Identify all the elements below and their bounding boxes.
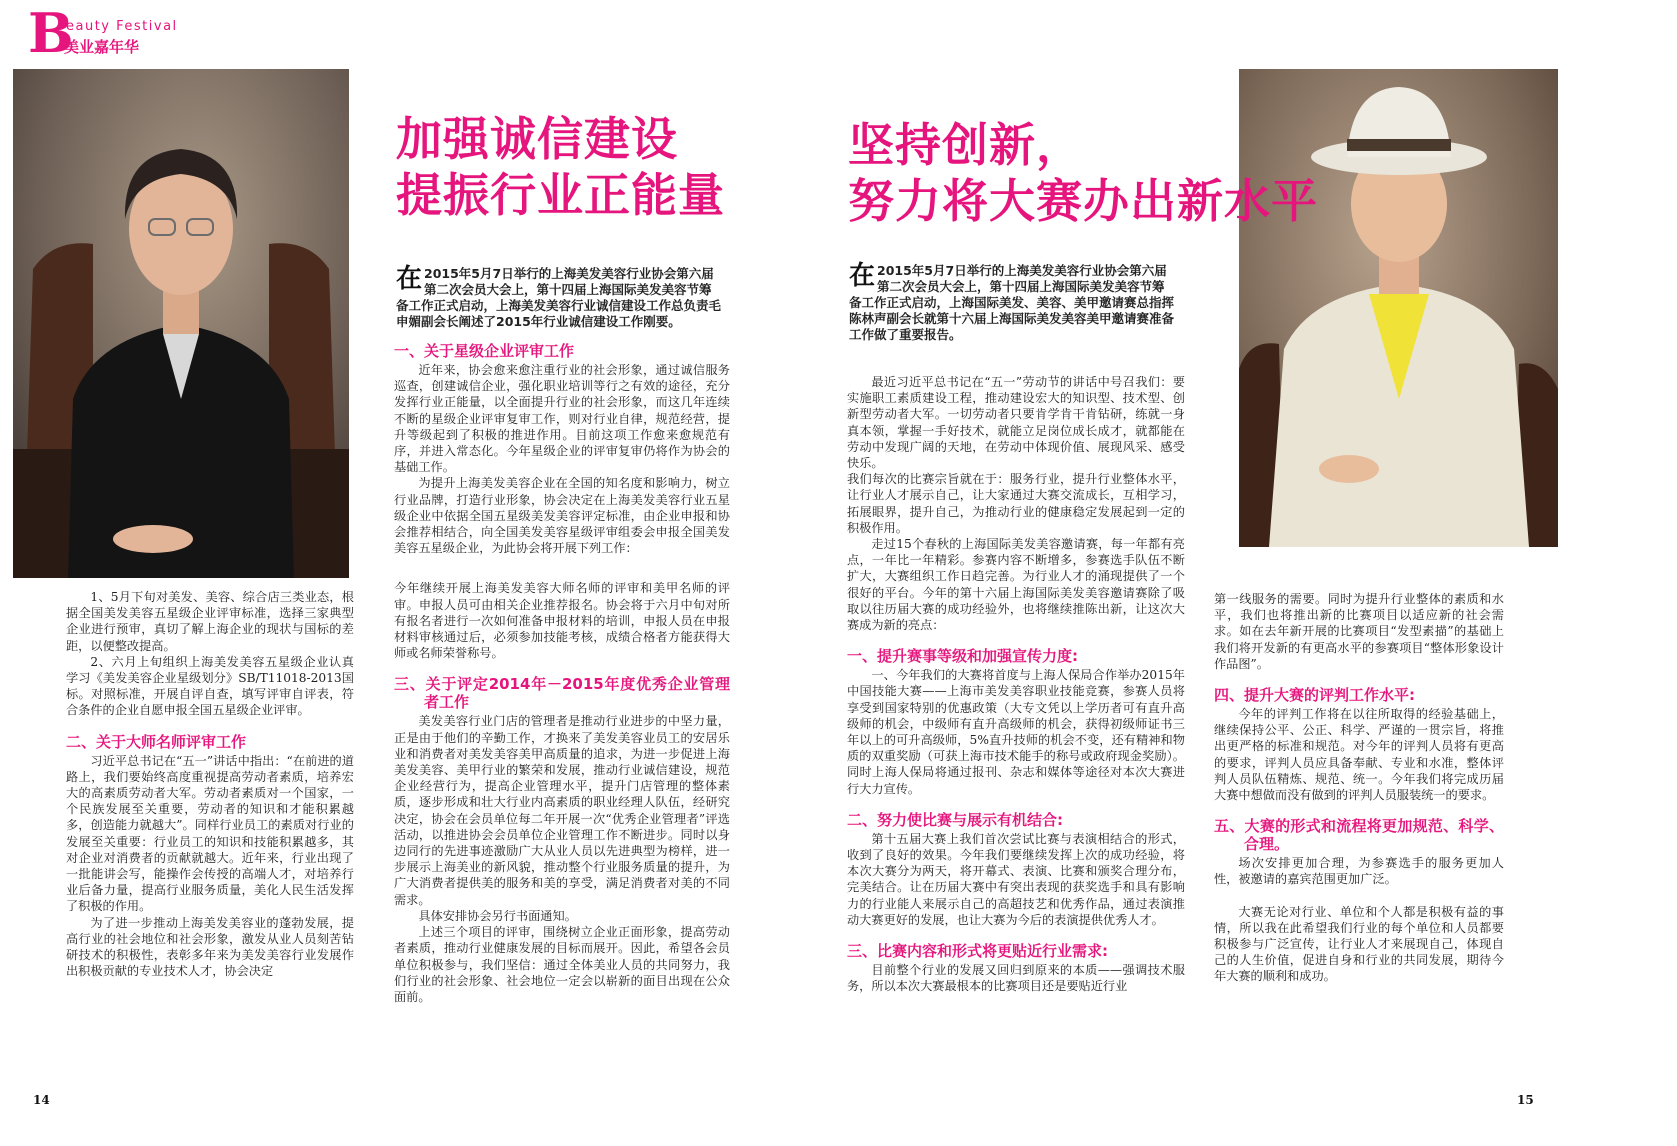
section-heading: 二、努力使比赛与展示有机结合: [847,810,1064,829]
left-page-column-1 [66,589,354,1009]
left-intro-dropcap: 在 [396,264,423,294]
masthead-chinese: 美业嘉年华 [64,38,140,56]
paragraph: 我们每次的比赛宗旨就在于：服务行业，提升行业整体水平，让行业人才展示自己，让大家通过大赛交流成长，互相学习，拓展眼界，提升自己，为推动行业的健康稳定发展起到一定的积极作用。 [847,472,1185,535]
left-intro-text: 2015年5月7日举行的上海美发美容行业协会第六届第二次会员大会上，第十四届上海国际美发美容节筹备工作正式启动，上海美发美容行业诚信建设工作总负责毛申媚副会长阐述了2015年行业诚信建设工作刚要。 [396,266,722,329]
paragraph: 今年的评判工作将在以往所取得的经验基础上，继续保持公平、公正、科学、严谨的一贯宗旨，将推出更严格的标准和规范。对今年的评判人员将有更高的要求，评判人员应具备奉献、专业和水准，整体评判人员队伍精炼、规范、统一。今年我们将完成历届大赛中想做而没有做到的评判人员服装统一的要求。 [1214,707,1504,803]
section-heading: 三、关于评定2014年－2015年度优秀企业管理者工作 [394,675,730,712]
paragraph: 目前整个行业的发展又回归到原来的本质——强调技术服务，所以本次大赛最根本的比赛项目还是要贴近行业 [847,963,1185,994]
paragraph: 美发美容行业门店的管理者是推动行业进步的中坚力量，正是由于他们的辛勤工作，才换来了美发美容业员工的安居乐业和消费者对美发美容美甲高质量的追求，为进一步促进上海美发美容、美甲行业的繁荣和发展，推动行业诚信建设，规范企业经营行为，提高企业管理水平，提升门店管理的整体素质，逐步形成和壮大行业内高素质的职业经理人队伍，经研究决定，协会在会员单位每二年开展一次“优秀企业管理者”评选活动，以推进协会会员单位企业管理工作不断进步。同时以身边同行的先进事迹激励广大从业人员以先进典型为榜样，进一步展示上海美业的新风貌，推动整个行业服务质量的提升，为广大消费者提供美的服务和美的享受，满足消费者对美的不同需求。 [394,714,730,907]
paragraph: 最近习近平总书记在“五一”劳动节的讲话中号召我们：要实施职工素质建设工程，推动建设宏大的知识型、技术型、创新型劳动者大军。一切劳动者只要肯学肯干肯钻研，练就一身真本领，掌握一手好技术，就能立足岗位成长成才，就都能在劳动中发现广阔的天地，在劳动中体现价值、展现风采、感受快乐。 [847,375,1185,471]
right-page-column-2 [1214,591,1504,1001]
masthead-english: eauty Festival [66,19,178,34]
section-heading: 三、比赛内容和形式将更贴近行业需求: [847,942,1109,961]
left-intro [396,266,724,330]
paragraph: 大赛无论对行业、单位和个人都是积极有益的事情，所以我在此希望我们行业的每个单位和人员都要积极参与广泛宣传，让行业人才来展现自己，体现自己的人生价值，促进自身和行业的共同发展，期待今年大赛的顺利和成功。 [1214,904,1504,984]
left-headline-line: 加强诚信建设 [396,112,678,166]
page-number-left: 14 [33,1093,50,1107]
page-number-right: 15 [1517,1093,1534,1107]
masthead-logo-letter: B [28,1,74,65]
paragraph: 2、六月上旬组织上海美发美容五星级企业认真学习《美发美容企业星级划分》SB/T11018-2013国标。对照标准，开展自评自查，填写评审自评表，符合条件的企业自愿申报全国五星级企业评审。 [66,654,354,718]
section-heading: 五、大赛的形式和流程将更加规范、科学、合理。 [1214,817,1504,854]
left-headline-line: 提振行业正能量 [396,168,725,222]
left-page-column-2 [394,342,730,1004]
paragraph: 第一线服务的需要。同时为提升行业整体的素质和水平，我们也将推出新的比赛项目以适应新的社会需求。如在去年新开展的比赛项目“发型素描”的基础上我们将开发新的有更高水平的参赛项目“整体形象设计作品图”。 [1214,592,1504,671]
paragraph: 第十五届大赛上我们首次尝试比赛与表演相结合的形式，收到了良好的效果。今年我们要继续发挥上次的成功经验，将本次大赛分为两天，将开幕式、表演、比赛和颁奖合理分布，完美结合。让在历届大赛中有突出表现的获奖选手和具有影响力的行业能人来展示自己的高超技艺和优秀作品，通过表演推动大赛更好的发展，也让大赛为今后的表演提供优秀人才。 [847,831,1185,927]
section-heading: 二、关于大师名师评审工作 [66,732,247,751]
paragraph: 上述三个项目的评审，围绕树立企业正面形象，提高劳动者素质，推动行业健康发展的目标而展开。因此，希望各会员单位积极参与，我们坚信：通过全体美业人员的共同努力，我们行业的社会形象、社会地位一定会以崭新的面目出现在公众面前。 [394,925,730,1004]
left-headline [396,111,725,223]
portrait-photo-left [13,69,349,578]
right-headline [848,117,1318,229]
right-intro-dropcap: 在 [849,261,876,291]
section-heading: 一、关于星级企业评审工作 [394,342,575,360]
paragraph: 1、5月下旬对美发、美容、综合店三类业态，根据全国美发美容五星级企业评审标准，选择三家典型企业进行预审，真切了解上海企业的现状与国标的差距，以便整改提高。 [66,590,354,653]
paragraph: 为了进一步推动上海美发美容业的蓬勃发展，提高行业的社会地位和社会形象，激发从业人员刻苦钻研技术的积极性，表彰多年来为美发美容行业发展作出积极贡献的专业技术人才，协会决定 [66,915,354,979]
paragraph: 场次安排更加合理，为参赛选手的服务更加人性，被邀请的嘉宾范围更加广泛。 [1214,856,1504,887]
paragraph: 今年继续开展上海美发美容大师名师的评审和美甲名师的评审。申报人员可由相关企业推荐报名。协会将于六月中旬对所有报名者进行一次如何准备申报材料的培训，申报人员在申报材料审核通过后，必须参加技能考核，成绩合格者方能获得大师或名师荣誉称号。 [394,581,730,661]
section-heading: 一、提升赛事等级和加强宣传力度: [847,647,1079,666]
paragraph: 近年来，协会愈来愈注重行业的社会形象，通过诚信服务巡查，创建诚信企业，强化职业培训等行之有效的途径，充分发挥行业正能量，以全面提升行业的社会形象，而这几年连续不断的星级企业评审复审工作，则对行业自律，规范经营，提升等级起到了积极的推进作用。目前这项工作愈来愈规范有序，并进入常态化。今年星级企业的评审复审仍将作为协会的基础工作。 [394,363,730,475]
section-heading: 四、提升大赛的评判工作水平: [1214,686,1415,705]
paragraph: 具体安排协会另行书面通知。 [418,908,577,923]
right-headline-line: 坚持创新， [848,118,1083,172]
right-intro [849,263,1177,343]
right-page-column-1 [847,374,1185,999]
paragraph: 习近平总书记在“五一”讲话中指出：“在前进的道路上，我们要始终高度重视提高劳动者素质，培养宏大的高素质劳动者大军。劳动者素质对一个国家，一个民族发展至关重要，劳动者的知识和才能积累越多，创造能力就越大”。同样行业员工的素质对行业的发展至关重要：行业员工的知识和技能积累越多，其对企业对消费者的贡献就越大。近年来，行业出现了一批能讲会写，能操作会传授的高端人才，对培养行业后备力量，提高行业服务质量，美化人民生活发挥了积极的作用。 [66,753,354,914]
paragraph: 走过15个春秋的上海国际美发美容邀请赛，每一年都有亮点，一年比一年精彩。参赛内容不断增多，参赛选手队伍不断扩大，大赛组织工作日趋完善。为行业人才的涌现提供了一个很好的平台。今年的第十六届上海国际美发美容邀请赛除了吸取以往历届大赛的成功经验外，也将继续推陈出新，让这次大赛成为新的亮点： [847,537,1185,633]
right-headline-line: 努力将大赛办出新水平 [848,174,1318,228]
paragraph: 为提升上海美发美容企业在全国的知名度和影响力，树立行业品牌，打造行业形象，协会决定在上海美发美容行业五星级企业中依据全国五星级美发美容评定标准，由企业申报和协会推荐相结合，向全国美发美容星级评审组委会申报全国美发美容五星级企业，为此协会将开展下列工作： [394,476,730,556]
paragraph: 一、今年我们的大赛将首度与上海人保局合作举办2015年中国技能大赛——上海市美发美容职业技能竞赛，参赛人员将享受到国家特别的优惠政策（大专文凭以上学历者可有直升高级师的机会，中级师有直升高级师的机会，获得初级师证书三年以上的可升高级师，5%直升技师的机会不变，还有精神和物质的双重奖励（可获上海市技术能手的称号或政府现金奖励）。同时上海人保局将通过报刊、杂志和媒体等途径对本次大赛进行大力宣传。 [847,668,1185,796]
right-intro-text: 2015年5月7日举行的上海美发美容行业协会第六届第二次会员大会上，第十四届上海国际美发美容节筹备工作正式启动，上海国际美发、美容、美甲邀请赛总指挥陈林声副会长就第十六届上海国际美发美容美甲邀请赛准备工作做了重要报告。 [849,263,1175,342]
